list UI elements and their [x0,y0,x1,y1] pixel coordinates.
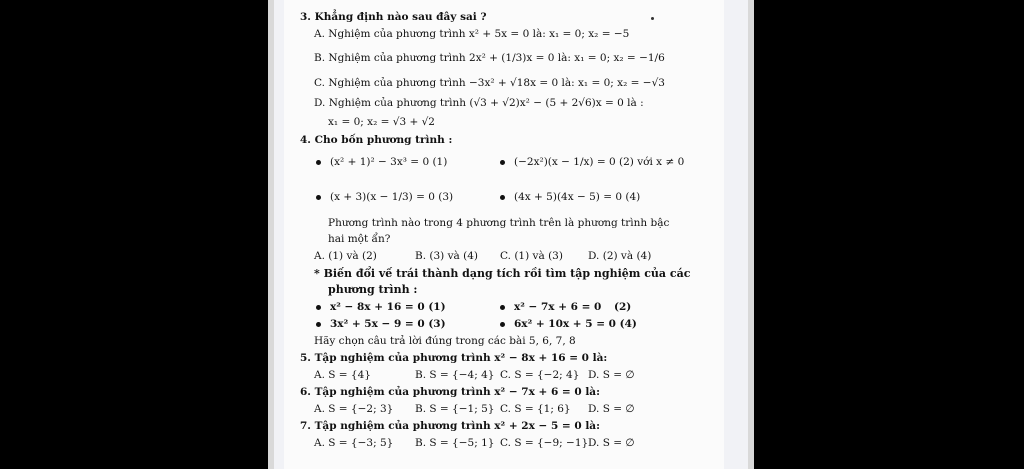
q5-option-d: D. S = ∅ [588,369,635,381]
q5-option-c: C. S = {−2; 4} [500,369,580,381]
q4-option-a: A. (1) và (2) [314,250,377,262]
q4-question-line-1: Phương trình nào trong 4 phương trình trên là phương trình bậc [328,217,670,229]
q6-option-c: C. S = {1; 6} [500,403,571,415]
q4-question-line-2: hai một ẩn? [328,233,391,245]
q5-option-a: A. S = {4} [314,369,371,381]
q3-option-a: A. Nghiệm của phương trình x² + 5x = 0 là: x₁ = 0; x₂ = −5 [314,28,630,40]
section-instruction: Hãy chọn câu trả lời đúng trong các bài 5, 6, 7, 8 [314,335,576,347]
q7-option-b: B. S = {−5; 1} [415,437,495,449]
ink-dot [651,17,654,20]
q4-option-b: B. (3) và (4) [415,250,479,262]
q7-option-a: A. S = {−3; 5} [314,437,394,449]
bullet [316,195,321,200]
q4-option-c: C. (1) và (3) [500,250,563,262]
q6-option-a: A. S = {−2; 3} [314,403,394,415]
q7-option-d: D. S = ∅ [588,437,635,449]
q6-title: 6. Tập nghiệm của phương trình x² − 7x + 6 = 0 là: [300,386,600,398]
document-page [274,0,748,469]
section-equation-4: 6x² + 10x + 5 = 0 (4) [514,318,637,330]
q3-option-b: B. Nghiệm của phương trình 2x² + (1/3)x = 0 là: x₁ = 0; x₂ = −1/6 [314,52,665,64]
q3-option-c: C. Nghiệm của phương trình −3x² + √18x = 0 là: x₁ = 0; x₂ = −√3 [314,77,665,89]
q5-title: 5. Tập nghiệm của phương trình x² − 8x + 16 = 0 là: [300,352,608,364]
bullet [316,160,321,165]
q4-equation-4: (4x + 5)(4x − 5) = 0 (4) [514,191,641,203]
bullet [500,305,505,310]
section-heading-line-1: * Biến đổi vế trái thành dạng tích rồi tìm tập nghiệm của các [314,267,691,280]
q5-option-b: B. S = {−4; 4} [415,369,495,381]
q3-option-d: D. Nghiệm của phương trình (√3 + √2)x² − (5 + 2√6)x = 0 là : [314,97,644,109]
q4-title: 4. Cho bốn phương trình : [300,134,453,146]
q7-option-c: C. S = {−9; −1} [500,437,589,449]
bullet [500,160,505,165]
bullet [500,322,505,327]
q4-equation-3: (x + 3)(x − 1/3) = 0 (3) [330,191,454,203]
section-equation-2-number: (2) [614,301,632,313]
q4-option-d: D. (2) và (4) [588,250,652,262]
q4-equation-2: (−2x²)(x − 1/x) = 0 (2) với x ≠ 0 [514,156,685,168]
right-edge-strip [748,0,754,469]
paper-scan [284,0,724,469]
q3-title: 3. Khẳng định nào sau đây sai ? [300,11,487,23]
q6-option-d: D. S = ∅ [588,403,635,415]
section-equation-3: 3x² + 5x − 9 = 0 (3) [330,318,446,330]
bullet [500,195,505,200]
section-heading-line-2: phương trình : [328,283,418,296]
q6-option-b: B. S = {−1; 5} [415,403,495,415]
q7-title: 7. Tập nghiệm của phương trình x² + 2x − 5 = 0 là: [300,420,600,432]
bullet [316,305,321,310]
q3-option-d-answer: x₁ = 0; x₂ = √3 + √2 [328,116,435,128]
section-equation-2: x² − 7x + 6 = 0 [514,301,602,313]
q4-equation-1: (x² + 1)² − 3x³ = 0 (1) [330,156,448,168]
section-equation-1: x² − 8x + 16 = 0 (1) [330,301,446,313]
bullet [316,322,321,327]
